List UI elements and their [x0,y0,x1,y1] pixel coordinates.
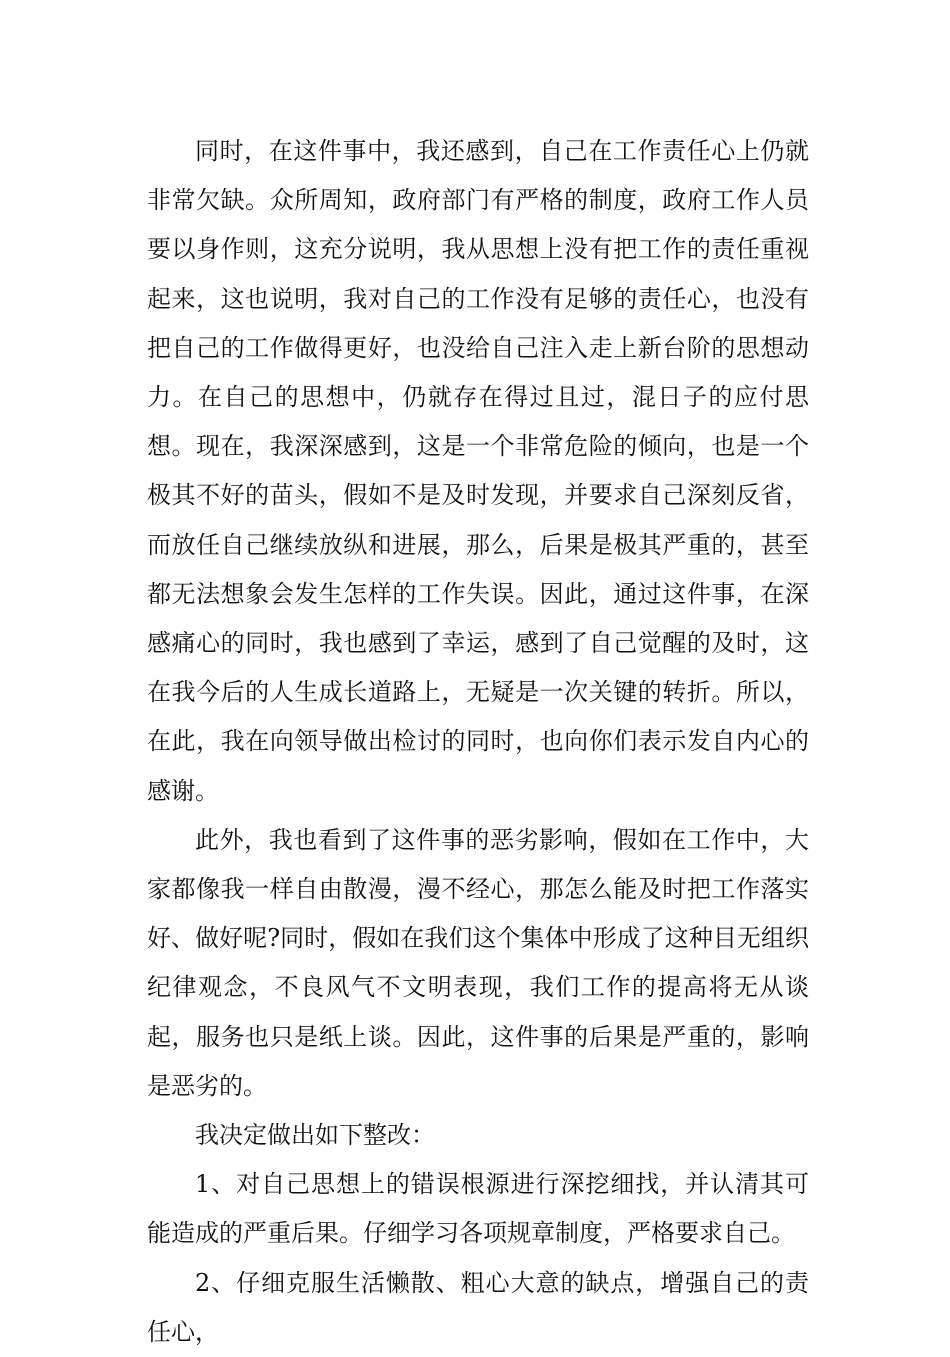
paragraph-responsibility: 同时，在这件事中，我还感到，自己在工作责任心上仍就非常欠缺。众所周知，政府部门有严格的制度，政府工作人员要以身作则，这充分说明，我从思想上没有把工作的责任重视起来，这也说明，我对自己的工作没有足够的责任心，也没有把自己的工作做得更好，也没给自己注入走上新台阶的思想动力。在自己的思想中，仍就存在得过且过，混日子的应付思想。现在，我深深感到，这是一个非常危险的倾向，也是一个极其不好的苗头，假如不是及时发现，并要求自己深刻反省，而放任自己继续放纵和进展，那么，后果是极其严重的，甚至都无法想象会发生怎样的工作失误。因此，通过这件事，在深感痛心的同时，我也感到了幸运，感到了自己觉醒的及时，这在我今后的人生成长道路上，无疑是一次关键的转折。所以，在此，我在向领导做出检讨的同时，也向你们表示发自内心的感谢。 [147,137,809,805]
paragraph-rectification-item-2: 2、仔细克服生活懒散、粗心大意的缺点，增强自己的责任心， [147,1268,809,1346]
paragraph-impact: 此外，我也看到了这件事的恶劣影响，假如在工作中，大家都像我一样自由散漫，漫不经心，那怎么能及时把工作落实好、做好呢?同时，假如在我们这个集体中形成了这种目无组织纪律观念，不良风气不文明表现，我们工作的提高将无从谈起，服务也只是纸上谈。因此，这件事的后果是严重的，影响是恶劣的。 [147,825,809,1100]
paragraph-rectification-intro: 我决定做出如下整改： [195,1121,435,1150]
document-body [147,127,809,1357]
paragraph-rectification-item-1: 1、对自己思想上的错误根源进行深挖细找，并认清其可能造成的严重后果。仔细学习各项规章制度，严格要求自己。 [147,1170,809,1248]
